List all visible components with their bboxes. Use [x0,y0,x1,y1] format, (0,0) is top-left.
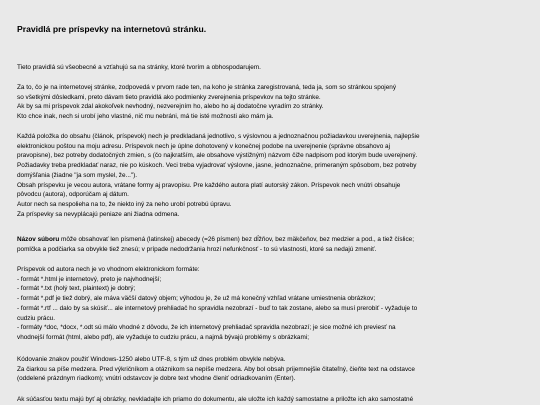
text-line [17,235,521,245]
text-line: (oddelené prázdnym riadkom); vnútri odstavcov je dobre text vhodne členiť odriadkovaním (Enter). [17,375,296,383]
document-page [13,0,525,405]
paragraph-intro [17,63,521,73]
text-line: Kódovanie znakov použiť Windows-1250 alebo UTF-8, s tým už dnes problém obvykle nebýva. [17,356,286,363]
paragraph-encoding [17,355,521,384]
paragraph-images [17,395,521,405]
text-line: pomlčka a podčiarka sa obvykle tiež znesú; v prípade nedodržania hrozí nefunkčnosť - to sú vlastnosti, ktoré sa nedajú zmeniť. [17,245,377,253]
page-title: Pravidlá pre príspevky na internetovú stránku. [17,24,207,34]
text-line: Každá položka do obsahu (článok, príspevok) nech je predkladaná jednotlivo, s výslovnou a jednoznačnou požiadavkou uverejnenia, najlepšie [17,133,420,140]
text-line: - formát *.txt (holý text, plaintext) je dobrý; [17,285,136,293]
text-line: Za čiarkou sa píše medzera. Pred výkričníkom a otáznikom sa nepíše medzera. Aby bol obsah prijemnejšie čitateľný, čieňte text na odstavce [17,365,415,373]
text-line: cudziu prácu. [17,314,56,322]
text-line: Obsah príspevku je vecou autora, vrátane formy aj pravopisu. Pre každého autora platí autorský zákon. Príspevok nech vnútri obsahuje [17,181,401,189]
text-line: - formáty *doc, *docx, *.odt sú málo vhodné z dôvodu, že ich internetový prehliadač spravidla nezobrazí; je sice možné ich previesť na [17,324,396,332]
text-fragment: môže obsahovať len písmená (latinskej) abecedy (=26 písmen) bez dĺžňov, bez mäkčeňov, bez medzier a pod., a tiež číslice; [59,236,414,243]
text-line: Autor nech sa nespolieha na to, že niekto iný za neho urobí potrebú úpravu. [17,200,232,208]
text-line: - formát *.rtf ... dalo by sa skúsiť... ale internetový prehliadač ho spravidla nezobrazí - buď to tak zostane, alebo sa musí prerobiť - vyžaduje to [17,304,418,312]
text-line: - formát *.html je internetový, preto je najvhodnejší; [17,275,162,283]
text-line: Za to, čo je na internetovej stránke, zodpovedá v prvom rade ten, na koho je stránka zaregistrovaná, teda ja, som so stránkou spojený [17,84,397,91]
paragraph-filename [17,235,521,254]
text-line: - formát *.pdf je tiež dobrý, ale máva väčší datový objem; výhodou je, že už má konečný vzhľad vrátane umiestnenia obrázkov; [17,295,376,303]
paragraph-submission [17,132,521,219]
text-line: Kto chce inak, nech si urobí jeho vlastné, nič mu nebráni, má tie isté možnosti ako mám ja. [17,113,274,121]
text-line: Tieto pravidlá sú všeobecné a vzťahujú sa na stránky, ktoré tvorím a obhospodarujem. [17,64,261,71]
paragraph-responsibility [17,83,521,122]
text-line: Za príspevky sa nevyplácajú peniaze ani žiadna odmena. [17,210,180,218]
text-line: so všetkými dôsledkami, preto dávam tieto pravidlá ako podmienky zverejnenia príspevkov na tejto stránke. [17,93,321,101]
text-line: domýšľania (žiadne "ja som myslel, že..."). [17,171,138,179]
paragraph-formats [17,265,521,343]
text-line: elektronickou poštou na moju adresu. Príspevok nech je úplne dohotovený v konečnej podobe na uverejnenie (správne obsahovo aj [17,142,391,150]
text-line: pravopisne), bez potreby dodatočných zmien, s (čo najkratším, ale obsahove výstižným) názvom čiže nadpisom pod ktorým bude uverejnený. [17,152,418,160]
text-line: vhodnejší formát (html, alebo pdf), ale vyžaduje to cudziu prácu, a najmä bývajú problémy s obrázkami; [17,333,309,341]
text-line: Príspevok od autora nech je vo vhodnom elektronickom formáte: [17,266,200,273]
text-line: pôvodcu (autora), odporúčam aj dátum. [17,191,129,199]
filename-label: Názov súboru [17,236,60,243]
text-line: Ak by sa mi príspevok zdal akokoľvek nevhodný, nezverejním ho, alebo ho aj dodatočne vyradím zo stránky. [17,103,324,111]
text-line: Ak súčasťou textu majú byť aj obrázky, nevkladajte ich priamo do dokumentu, ale uložte ich každý samostatne a priložte ich ako samostatné [17,396,414,403]
text-line: Požiadavky treba predkladať naraz, nie po kúskoch. Veci treba vyjadrovať výslovne, jasne, jednoznačne, primeraným spôsobom, bez potreby [17,162,417,170]
